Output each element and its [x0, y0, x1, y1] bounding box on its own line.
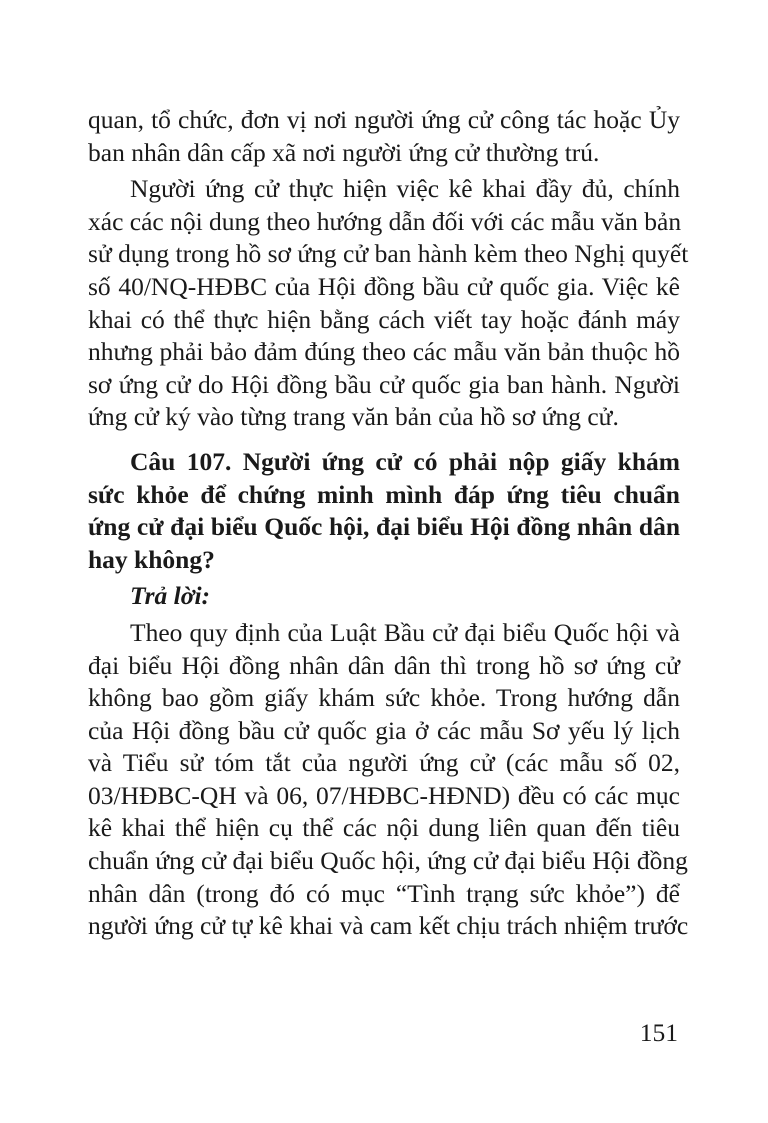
text-line: ứng cử ký vào từng trang văn bản của hồ sơ ứng cử. — [88, 402, 619, 432]
page-body — [88, 104, 689, 943]
text-line: khai có thể thực hiện bằng cách viết tay hoặc đánh máy — [88, 304, 680, 334]
text-line: ban nhân dân cấp xã nơi người ứng cử thường trú. — [88, 137, 600, 167]
text-line: chuẩn ứng cử đại biểu Quốc hội, ứng cử đại biểu Hội đồng — [88, 846, 688, 876]
text-line: nhân dân (trong đó có mục “Tình trạng sức khỏe”) để — [88, 878, 680, 908]
text-line: đại biểu Hội đồng nhân dân dân thì trong hồ sơ ứng cử — [88, 650, 680, 680]
text-line: kê khai thể hiện cụ thể các nội dung liên quan đến tiêu — [88, 813, 680, 843]
text-line: sơ ứng cử do Hội đồng bầu cử quốc gia ban hành. Người — [88, 369, 680, 399]
answer-label — [88, 580, 680, 613]
paragraph-declaration — [88, 173, 689, 434]
text-line: nhưng phải bảo đảm đúng theo các mẫu văn bản thuộc hồ — [88, 337, 680, 367]
page-number: 151 — [639, 1018, 678, 1047]
text-line: số 40/NQ-HĐBC của Hội đồng bầu cử quốc gia. Việc kê — [88, 271, 680, 301]
text-line: 03/HĐBC-QH và 06, 07/HĐBC-HĐND) đều có các mục — [88, 780, 680, 810]
text-line: sử dụng trong hồ sơ ứng cử ban hành kèm theo Nghị quyết — [88, 239, 689, 269]
question-line: sức khỏe để chứng minh mình đáp ứng tiêu chuẩn — [88, 479, 680, 509]
question-line: hay không? — [88, 544, 215, 574]
paragraph-answer — [88, 617, 689, 943]
text-line: không bao gồm giấy khám sức khỏe. Trong hướng dẫn — [88, 683, 680, 713]
answer-label-text: Trả lời: — [130, 581, 211, 611]
text-line: xác các nội dung theo hướng dẫn đối với các mẫu văn bản — [88, 206, 682, 236]
text-line: người ứng cử tự kê khai và cam kết chịu trách nhiệm trước — [88, 911, 689, 941]
text-line: quan, tổ chức, đơn vị nơi người ứng cử công tác hoặc Ủy — [88, 105, 680, 134]
text-line: của Hội đồng bầu cử quốc gia ở các mẫu Sơ yếu lý lịch — [88, 715, 680, 745]
question-line: ứng cử đại biểu Quốc hội, đại biểu Hội đồng nhân dân — [88, 512, 680, 542]
question-heading — [88, 446, 680, 576]
text-line: Người ứng cử thực hiện việc kê khai đầy đủ, chính — [130, 174, 680, 204]
text-line: Theo quy định của Luật Bầu cử đại biểu Quốc hội và — [130, 617, 680, 647]
text-line: và Tiểu sử tóm tắt của người ứng cử (các mẫu số 02, — [88, 748, 680, 778]
question-line: Câu 107. Người ứng cử có phải nộp giấy khám — [130, 446, 680, 476]
paragraph-continuation — [88, 104, 680, 169]
